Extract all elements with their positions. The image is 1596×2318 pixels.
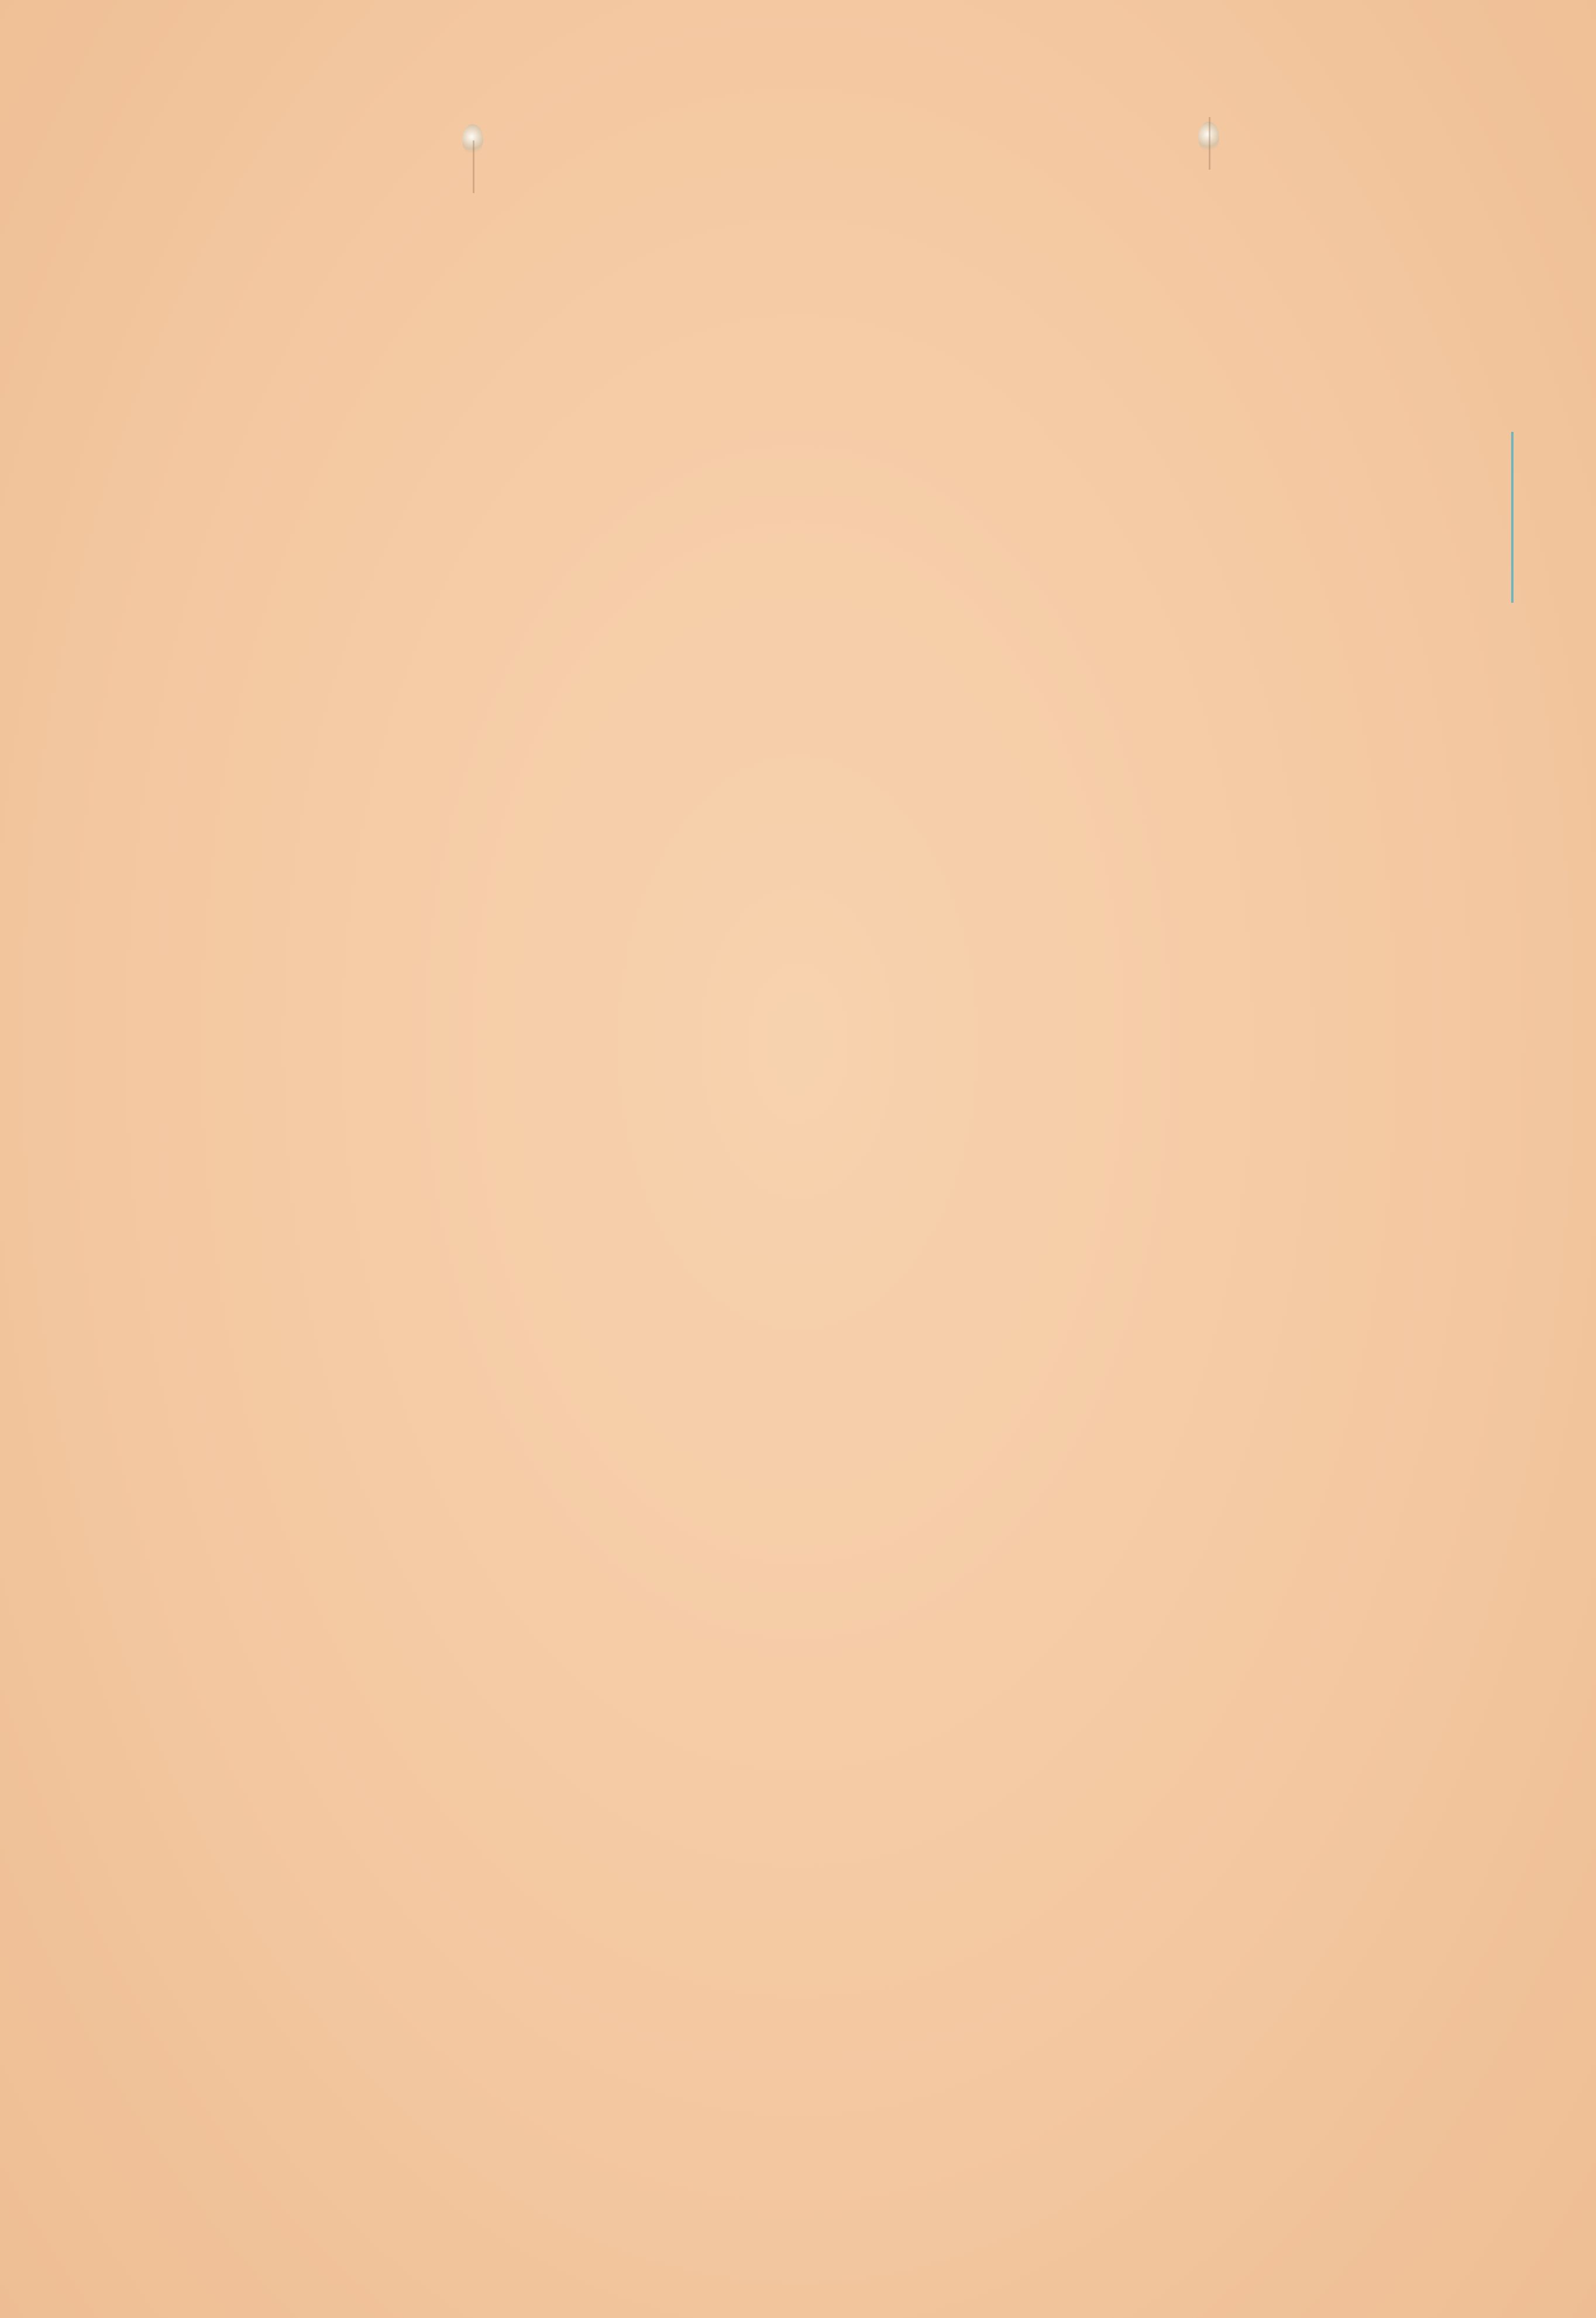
grid-size-label bbox=[180, 1908, 233, 2025]
